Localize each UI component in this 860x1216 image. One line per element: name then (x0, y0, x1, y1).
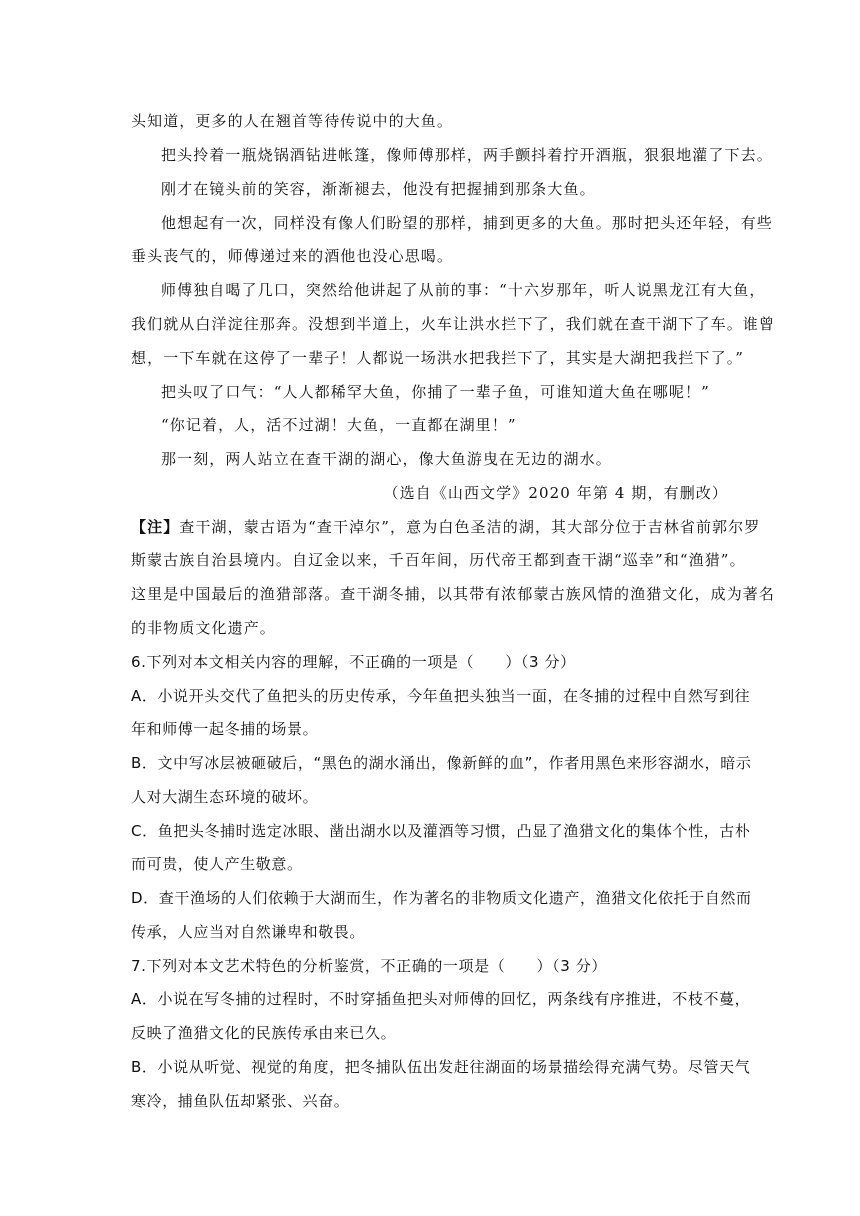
q6-option-d: D．查干渔场的人们依赖于大湖而生，作为著名的非物质文化遗产，渔猎文化依托于自然而 (131, 889, 752, 907)
story-line: 把头叹了口气：“人人都稀罕大鱼，你捕了一辈子鱼，可谁知道大鱼在哪呢！” (161, 383, 710, 401)
q6-option-a: A．小说开头交代了鱼把头的历史传承，今年鱼把头独当一面，在冬捕的过程中自然写到往 (131, 687, 751, 705)
note-line: 斯蒙古族自治县境内。自辽金以来，千百年间，历代帝王都到查干湖“巡幸”和“渔猎”。 (131, 551, 746, 569)
q7-option-b-cont: 寒冷，捕鱼队伍却紧张、兴奋。 (131, 1092, 350, 1110)
q6-option-b-cont: 人对大湖生态环境的破坏。 (131, 788, 319, 806)
note-text: 查干湖，蒙古语为“查干淖尔”，意为白色圣洁的湖，其大部分位于吉林省前郭尔罗 (179, 518, 761, 536)
q7-option-a: A．小说在写冬捕的过程时，不时穿插鱼把头对师傅的回忆，两条线有序推进，不枝不蔓， (131, 990, 751, 1008)
question-7-stem: 7.下列对本文艺术特色的分析鉴赏，不正确的一项是（ ）（3 分） (131, 957, 607, 975)
story-line: 把头拎着一瓶烧锅酒钻进帐篷，像师傅那样，两手颤抖着拧开酒瓶，狠狠地灌了下去。 (161, 146, 773, 164)
story-line: 师傅独自喝了几口，突然给他讲起了从前的事：“十六岁那年，听人说黑龙江有大鱼， (161, 281, 766, 299)
q6-option-a-cont: 年和师傅一起冬捕的场景。 (131, 720, 319, 738)
story-line: 头知道，更多的人在翘首等待传说中的大鱼。 (131, 112, 454, 130)
note-line: 这里是中国最后的渔猎部落。查干湖冬捕，以其带有浓郁蒙古族风情的渔猎文化，成为著名 (131, 585, 776, 603)
q7-option-a-cont: 反映了渔猎文化的民族传承由来已久。 (131, 1024, 397, 1042)
story-line: 刚才在镜头前的笑容，渐渐褪去，他没有把握捕到那条大鱼。 (161, 180, 596, 198)
story-line: 想，一下车就在这停了一辈子！人都说一场洪水把我拦下了，其实是大湖把我拦下了。” (131, 349, 745, 367)
note-first-line (131, 517, 760, 537)
source-citation: （选自《山西文学》2020 年第 4 期，有删改） (383, 484, 728, 502)
story-line: 我们就从白洋淀往那奔。没想到半道上，火车让洪水拦下了，我们就在查干湖下了车。谁曾 (131, 315, 776, 333)
story-line: 那一刻，两人站立在查干湖的湖心，像大鱼游曳在无边的湖水。 (161, 450, 612, 468)
story-line: 他想起有一次，同样没有像人们盼望的那样，捕到更多的大鱼。那时把头还年轻，有些 (161, 214, 773, 232)
q6-option-d-cont: 传承，人应当对自然谦卑和敬畏。 (131, 923, 366, 941)
q6-option-c: C．鱼把头冬捕时选定冰眼、凿出湖水以及灌酒等习惯，凸显了渔猎文化的集体个性，古朴 (131, 822, 751, 840)
q6-option-c-cont: 而可贵，使人产生敬意。 (131, 855, 303, 873)
question-6-stem: 6.下列对本文相关内容的理解，不正确的一项是（ ）（3 分） (131, 653, 576, 671)
note-label: 【注】 (131, 518, 180, 536)
q7-option-b: B．小说从听觉、视觉的角度，把冬捕队伍出发赶往湖面的场景描绘得充满气势。尽管天气 (131, 1058, 751, 1076)
q6-option-b: B．文中写冰层被砸破后，“黑色的湖水涌出，像新鲜的血”，作者用黑色来形容湖水，暗示 (131, 754, 752, 772)
story-line: “你记着，人，活不过湖！大鱼，一直都在湖里！” (161, 416, 517, 434)
story-line: 垂头丧气的，师傅递过来的酒他也没心思喝。 (131, 247, 454, 265)
note-line: 的非物质文化遗产。 (131, 619, 276, 637)
